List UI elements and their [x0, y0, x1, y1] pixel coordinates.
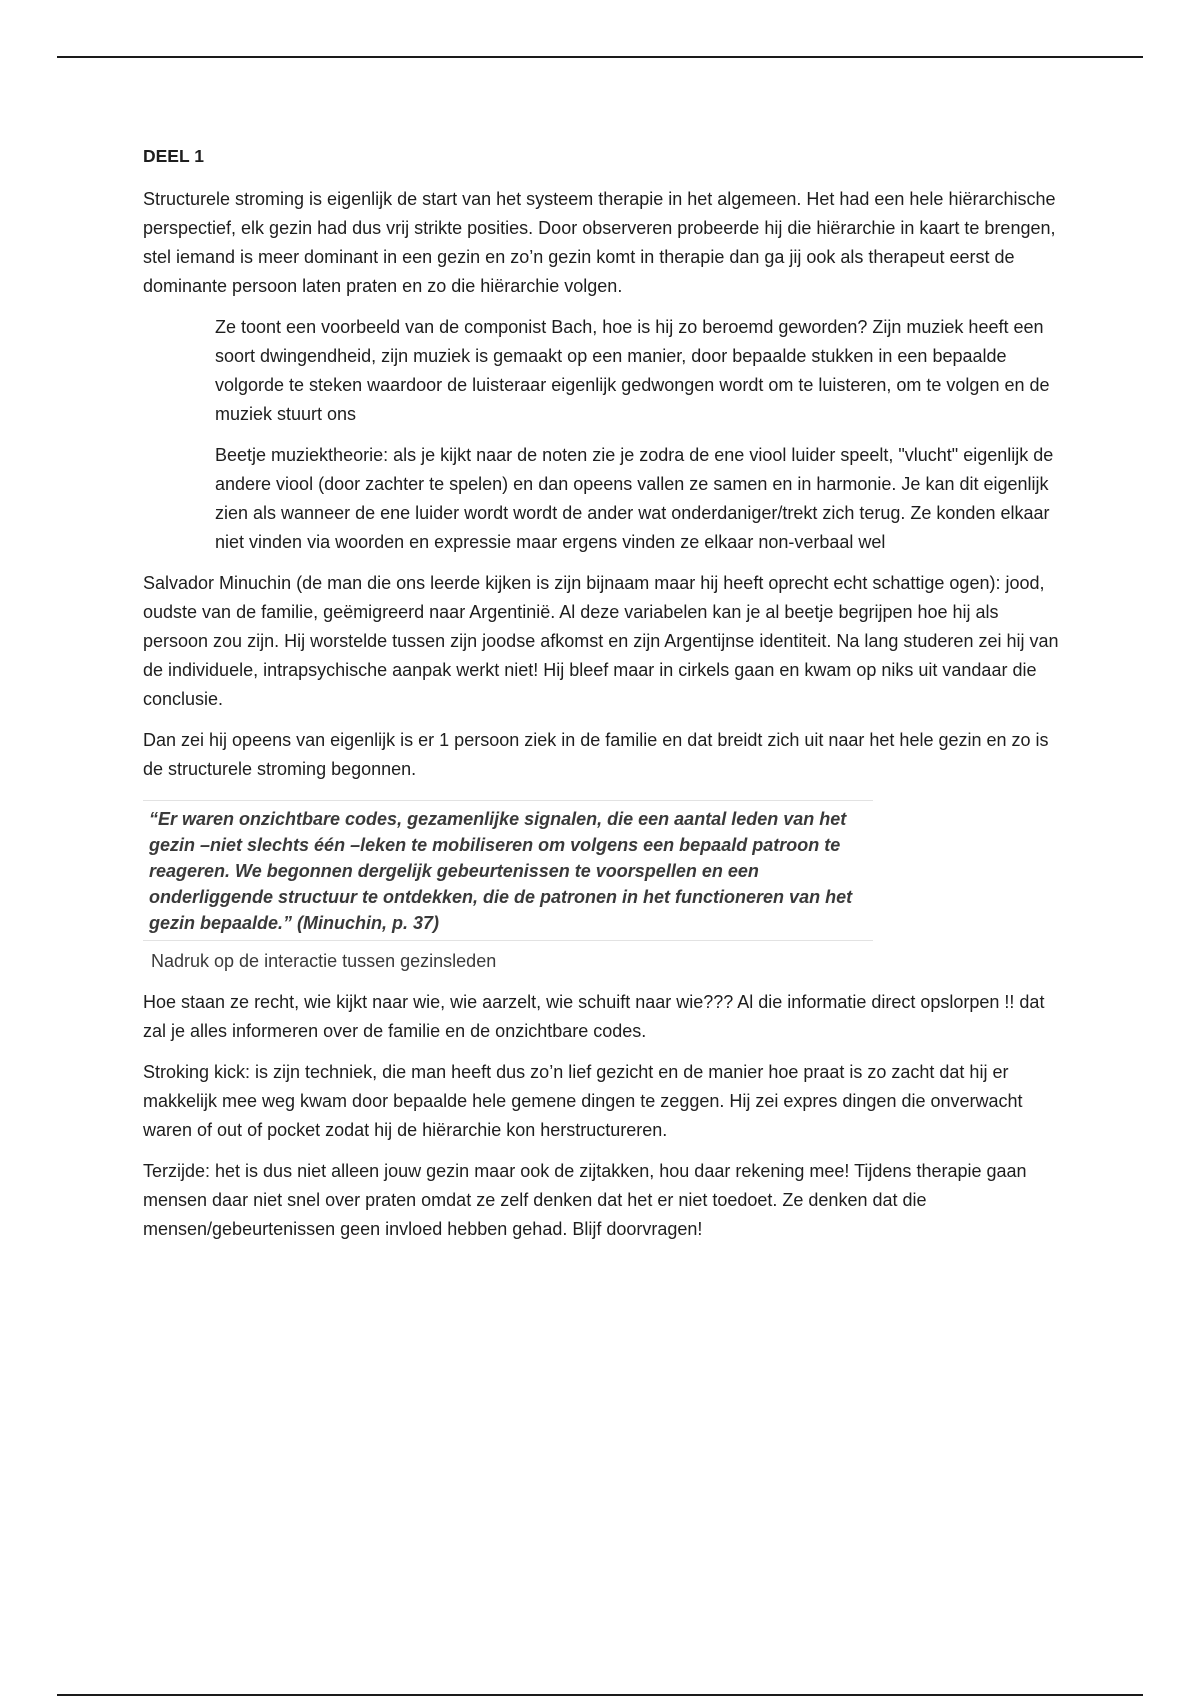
header-rule [57, 56, 1143, 58]
paragraph-minuchin: Salvador Minuchin (de man die ons leerde kijken is zijn bijnaam maar hij heeft oprecht echt schattige ogen): jood, oudste van de familie, geëmigreerd naar Argentinië. Al deze variabelen kan je al beetje begrijpen hoe hij als persoon zou zijn. Hij worstelde tussen zijn joodse afkomst en zijn Argentijnse identiteit. Na lang studeren zei hij van de individuele, intrapsychische aanpak werkt niet! Hij bleef maar in cirkels gaan en kwam op niks uit vandaar die conclusie. [143, 573, 1059, 709]
paragraph-stroking-kick: Stroking kick: is zijn techniek, die man heeft dus zo’n lief gezicht en de manier hoe praat is zo zacht dat hij er makkelijk mee weg kwam door bepaalde hele gemene dingen te zeggen. Hij zei expres dingen die onverwacht waren of out of pocket zodat hij de hiërarchie kon herstructureren. [143, 1062, 1023, 1140]
paragraph-observation: Hoe staan ze recht, wie kijkt naar wie, wie aarzelt, wie schuift naar wie??? Al die informatie direct opslorpen !! dat zal je alles informeren over de familie en de onzichtbare codes. [143, 992, 1045, 1041]
minuchin-quote: “Er waren onzichtbare codes, gezamenlijke signalen, die een aantal leden van het gezin –niet slechts één –leken te mobiliseren om volgens een bepaald patroon te reageren. We begonnen dergelijk gebeurtenissen te voorspellen en een onderliggende structuur te ontdekken, die de patronen in het functioneren van het gezin bepaalde.” (Minuchin, p. 37) [143, 800, 873, 941]
document-body [143, 140, 1063, 1256]
paragraph-bach-example: Ze toont een voorbeeld van de componist Bach, hoe is hij zo beroemd geworden? Zijn muziek heeft een soort dwingendheid, zijn muziek is gemaakt op een manier, door bepaalde stukken in een bepaalde volgorde te steken waardoor de luisteraar eigenlijk gedwongen wordt om te luisteren, om te volgen en de muziek stuurt ons [215, 317, 1050, 424]
paragraph-music-theory: Beetje muziektheorie: als je kijkt naar de noten zie je zodra de ene viool luider speelt, "vlucht" eigenlijk de andere viool (door zachter te spelen) en dan opeens vallen ze samen en in harmonie. Je kan dit eigenlijk zien als wanneer de ene luider wordt wordt de ander wat onderdaniger/trekt zich terug. Ze konden elkaar niet vinden via woorden en expressie maar ergens vinden ze elkaar non-verbaal wel [215, 445, 1054, 552]
quote-image-block [143, 800, 873, 974]
quote-caption: Nadruk op de interactie tussen gezinsleden [151, 951, 497, 971]
section-heading: DEEL 1 [143, 146, 204, 166]
footer-rule [57, 1694, 1143, 1696]
paragraph-structural-school: Structurele stroming is eigenlijk de start van het systeem therapie in het algemeen. Het had een hele hiërarchische perspectief, elk gezin had dus vrij strikte posities. Door observeren probeerde hij die hiërarchie in kaart te brengen, stel iemand is meer dominant in een gezin en zo’n gezin komt in therapie dan ga jij ook als therapeut eerst de dominante persoon laten praten en zo die hiërarchie volgen. [143, 189, 1056, 296]
paragraph-one-person-ill: Dan zei hij opeens van eigenlijk is er 1 persoon ziek in de familie en dat breidt zich uit naar het hele gezin en zo is de structurele stroming begonnen. [143, 730, 1049, 779]
paragraph-side-branches: Terzijde: het is dus niet alleen jouw gezin maar ook de zijtakken, hou daar rekening mee! Tijdens therapie gaan mensen daar niet snel over praten omdat ze zelf denken dat het er niet toedoet. Ze denken dat die mensen/gebeurtenissen geen invloed hebben gehad. Blijf doorvragen! [143, 1161, 1027, 1239]
